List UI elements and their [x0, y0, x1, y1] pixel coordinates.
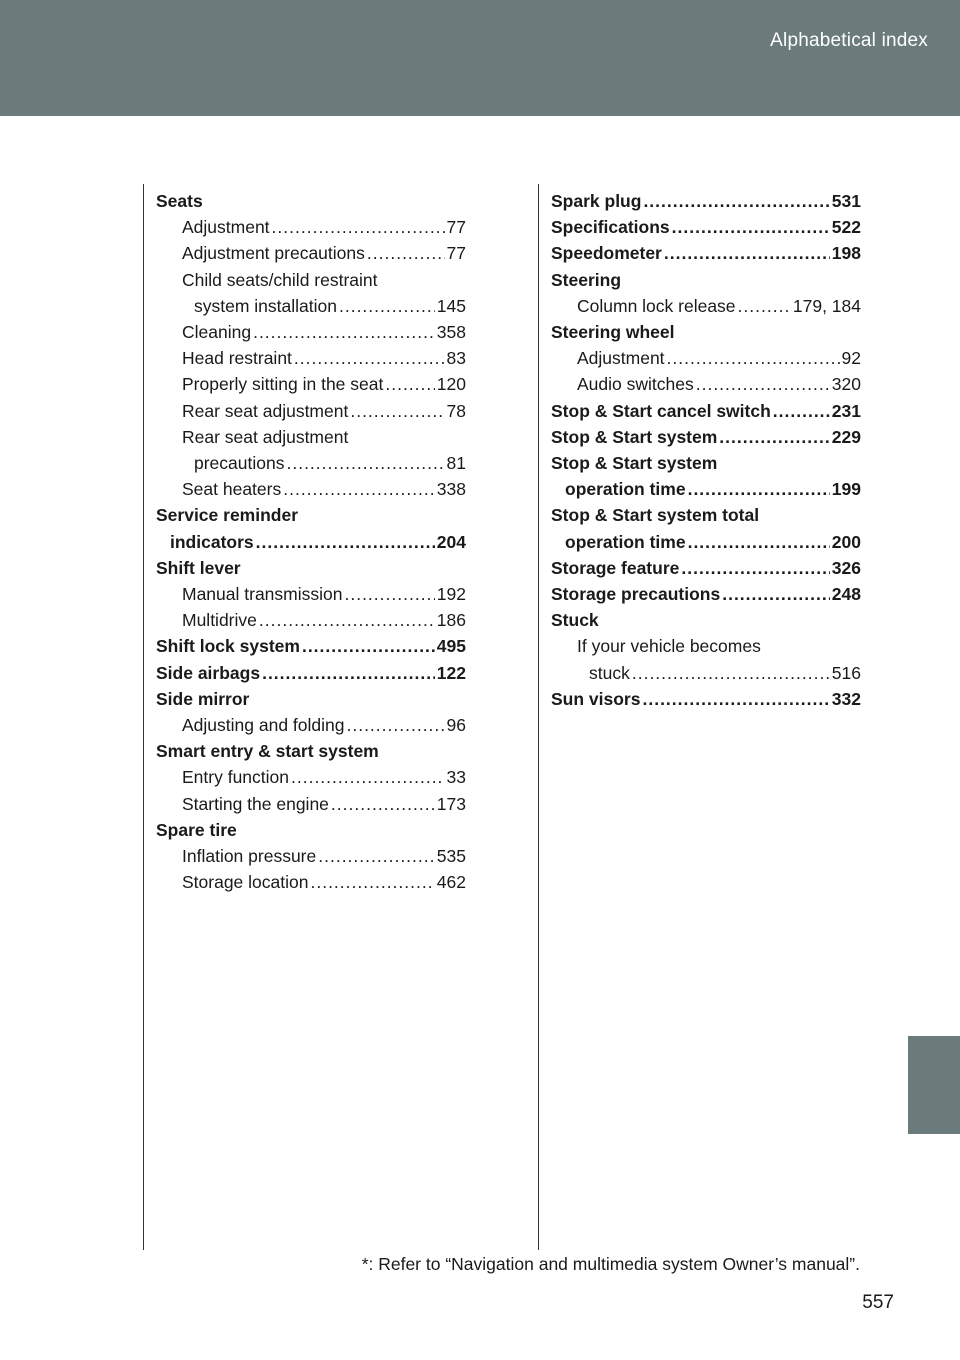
entry-term: Storage location [182, 872, 309, 893]
entry-page: 248 [831, 584, 861, 605]
dot-leader [688, 476, 830, 502]
entry-page: 81 [446, 453, 466, 474]
entry-page: 200 [831, 531, 861, 552]
index-entry [551, 476, 861, 502]
entry-page: 83 [446, 348, 466, 369]
dot-leader [696, 371, 830, 397]
entry-page: 192 [436, 584, 466, 605]
index-entry [156, 214, 466, 240]
entry-term: Spark plug [551, 191, 642, 211]
index-column-right [551, 188, 861, 712]
dot-leader [664, 240, 830, 266]
index-entry [156, 293, 466, 319]
index-entry [156, 529, 466, 555]
index-entry [156, 607, 466, 633]
entry-term: Adjustment [182, 217, 270, 238]
index-entry [156, 633, 466, 659]
dot-leader [331, 791, 435, 817]
dot-leader [346, 712, 444, 738]
index-entry [551, 371, 861, 397]
index-entry: Service reminder [156, 505, 299, 526]
entry-term: Inflation pressure [182, 846, 317, 867]
index-entry: Side mirror [156, 688, 250, 709]
entry-page: 516 [831, 662, 861, 683]
index-entry [551, 529, 861, 555]
index-entry [551, 345, 861, 371]
dot-leader [367, 240, 445, 266]
dot-leader [681, 555, 829, 581]
header-bar [0, 0, 960, 116]
index-entry [156, 240, 466, 266]
dot-leader [262, 660, 435, 686]
entry-page: 77 [446, 243, 466, 264]
entry-term: Stop & Start cancel switch [551, 400, 771, 421]
entry-term: Adjusting and folding [182, 715, 345, 736]
dot-leader [294, 345, 445, 371]
entry-term: Head restraint [182, 348, 292, 369]
entry-term: Audio switches [577, 374, 694, 395]
entry-term: Storage feature [551, 557, 680, 578]
entry-page: 332 [831, 688, 861, 709]
index-entry: Seats [156, 191, 203, 211]
index-entry [551, 188, 861, 214]
section-tab [908, 1036, 960, 1134]
index-entry [156, 869, 466, 895]
entry-page: 535 [436, 846, 466, 867]
entry-page: 462 [436, 872, 466, 893]
dot-leader [339, 293, 435, 319]
index-entry [551, 214, 861, 240]
entry-term: Side airbags [156, 662, 261, 683]
dot-leader [286, 450, 444, 476]
entry-page: 326 [831, 557, 861, 578]
dot-leader [350, 398, 444, 424]
index-entry [551, 555, 861, 581]
dot-leader [253, 319, 435, 345]
dot-leader [667, 345, 840, 371]
dot-leader [259, 607, 435, 633]
entry-term: Column lock release [577, 295, 736, 316]
entry-page: 358 [436, 322, 466, 343]
index-entry [551, 293, 861, 319]
entry-page: 229 [831, 426, 861, 447]
entry-page: 231 [831, 400, 861, 421]
entry-page: 204 [436, 531, 466, 552]
index-entry: Stop & Start system [551, 453, 718, 474]
index-entry: Rear seat adjustment [182, 426, 349, 447]
index-entry [156, 450, 466, 476]
index-entry [156, 319, 466, 345]
index-entry: Child seats/child restraint [182, 269, 378, 290]
entry-page: 33 [446, 767, 466, 788]
entry-page: 179, 184 [792, 295, 861, 316]
index-entry [551, 686, 861, 712]
column-divider-middle [538, 184, 539, 1250]
index-entry: Steering wheel [551, 322, 675, 343]
entry-page: 522 [831, 217, 861, 238]
entry-page: 173 [436, 793, 466, 814]
dot-leader [318, 843, 435, 869]
entry-term: Cleaning [182, 322, 252, 343]
index-entry [156, 581, 466, 607]
dot-leader [643, 188, 829, 214]
entry-page: 531 [831, 191, 861, 211]
index-entry: Stuck [551, 610, 599, 631]
entry-term: operation time [565, 479, 686, 500]
entry-term: Shift lock system [156, 636, 300, 657]
entry-term: Specifications [551, 217, 670, 238]
dot-leader [256, 529, 435, 555]
index-entry [156, 371, 466, 397]
entry-page: 199 [831, 479, 861, 500]
dot-leader [310, 869, 434, 895]
index-entry [551, 240, 861, 266]
footnote: *: Refer to “Navigation and multimedia system Owner’s manual”. [361, 1254, 860, 1274]
index-entry [551, 424, 861, 450]
index-entry [156, 843, 466, 869]
index-entry: If your vehicle becomes [577, 636, 761, 657]
entry-term: Rear seat adjustment [182, 400, 349, 421]
entry-page: 77 [446, 217, 466, 238]
entry-page: 78 [446, 400, 466, 421]
section-title: Alphabetical index [770, 30, 928, 51]
dot-leader [738, 293, 791, 319]
index-entry [156, 660, 466, 686]
index-entry [551, 398, 861, 424]
dot-leader [283, 476, 435, 502]
entry-term: Multidrive [182, 610, 257, 631]
entry-page: 120 [436, 374, 466, 395]
dot-leader [291, 764, 445, 790]
index-entry [156, 791, 466, 817]
entry-page: 320 [831, 374, 861, 395]
entry-term: Adjustment precautions [182, 243, 365, 264]
entry-term: system installation [194, 295, 337, 316]
entry-term: indicators [170, 531, 254, 552]
entry-term: Manual transmission [182, 584, 343, 605]
entry-term: Speedometer [551, 243, 662, 264]
entry-page: 96 [446, 715, 466, 736]
dot-leader [632, 660, 830, 686]
entry-term: Starting the engine [182, 793, 329, 814]
entry-page: 186 [436, 610, 466, 631]
index-entry [156, 398, 466, 424]
entry-page: 495 [436, 636, 466, 657]
index-entry [156, 345, 466, 371]
dot-leader [344, 581, 434, 607]
index-entry: Shift lever [156, 557, 241, 578]
entry-term: Storage precautions [551, 584, 721, 605]
dot-leader [302, 633, 435, 659]
dot-leader [385, 371, 434, 397]
column-divider-left [143, 184, 144, 1250]
index-entry [156, 764, 466, 790]
entry-term: Properly sitting in the seat [182, 374, 384, 395]
index-entry [156, 712, 466, 738]
entry-term: Entry function [182, 767, 289, 788]
entry-term: Adjustment [577, 348, 665, 369]
index-entry: Smart entry & start system [156, 741, 379, 762]
index-column-left [156, 188, 466, 895]
dot-leader [688, 529, 830, 555]
entry-page: 145 [436, 295, 466, 316]
entry-term: operation time [565, 531, 686, 552]
index-entry: Steering [551, 269, 622, 290]
dot-leader [672, 214, 830, 240]
index-entry: Spare tire [156, 819, 237, 840]
entry-page: 198 [831, 243, 861, 264]
entry-term: Sun visors [551, 688, 641, 709]
index-entry [551, 581, 861, 607]
entry-term: Stop & Start system [551, 426, 718, 447]
index-entry [551, 660, 861, 686]
dot-leader [722, 581, 830, 607]
dot-leader [719, 424, 830, 450]
entry-term: precautions [194, 453, 285, 474]
entry-term: Seat heaters [182, 479, 282, 500]
entry-page: 92 [841, 348, 861, 369]
index-entry: Stop & Start system total [551, 505, 760, 526]
entry-page: 338 [436, 479, 466, 500]
entry-page: 122 [436, 662, 466, 683]
index-entry [156, 476, 466, 502]
dot-leader [773, 398, 830, 424]
entry-term: stuck [589, 662, 630, 683]
dot-leader [272, 214, 445, 240]
page-number: 557 [862, 1292, 894, 1313]
dot-leader [642, 686, 829, 712]
